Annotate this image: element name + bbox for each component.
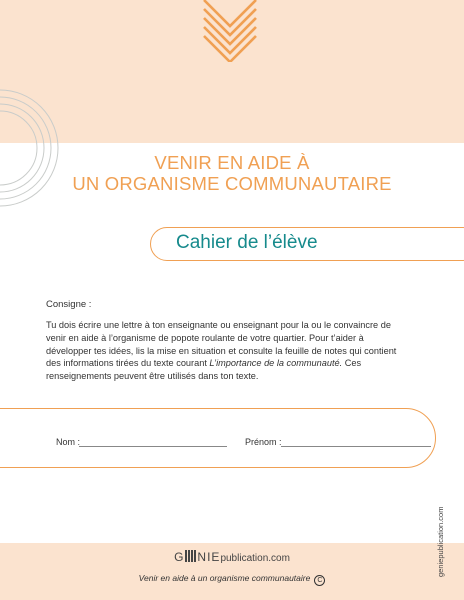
logo-nie: NIE <box>197 550 221 564</box>
title-line-2: UN ORGANISME COMMUNAUTAIRE <box>72 173 392 194</box>
prenom-label: Prénom : <box>245 437 282 447</box>
logo-publication: publication.com <box>220 553 290 564</box>
consigne-text-italic: L’importance de la communauté. <box>209 358 343 369</box>
logo-letter-g: G <box>174 550 185 564</box>
prenom-field[interactable] <box>281 446 431 447</box>
title-line-1: VENIR EN AIDE À <box>154 152 310 173</box>
chevron-pattern-icon <box>200 0 260 62</box>
consigne-text-before: Tu dois écrire une lettre à ton enseignante ou enseignant pour la ou le convaincre de venir en aide à l’organisme de popote roulante de votre quartier. Pour t’aider à développer tes idées, lis la mise en situation et consulte la feuille de notes qui contient des informations tirées du texte courant <box>46 320 397 369</box>
publisher-logo <box>0 550 464 564</box>
copyright-icon: C <box>314 575 325 586</box>
cahier-label: Cahier de l’élève <box>176 232 318 253</box>
nom-field[interactable] <box>79 446 227 447</box>
footer-caption-text: Venir en aide à un organisme communautaire <box>138 573 311 583</box>
logo-barcode-icon <box>185 550 196 562</box>
footer-caption <box>0 573 464 586</box>
consigne-text <box>46 319 406 383</box>
consigne-text-after: Ces renseignements peuvent être utilisés dans ton texte. <box>46 358 362 382</box>
page-title <box>0 152 464 194</box>
nom-label: Nom : <box>56 437 81 447</box>
side-website-text: geniepublication.com <box>436 506 445 577</box>
consigne-title: Consigne : <box>46 299 92 310</box>
